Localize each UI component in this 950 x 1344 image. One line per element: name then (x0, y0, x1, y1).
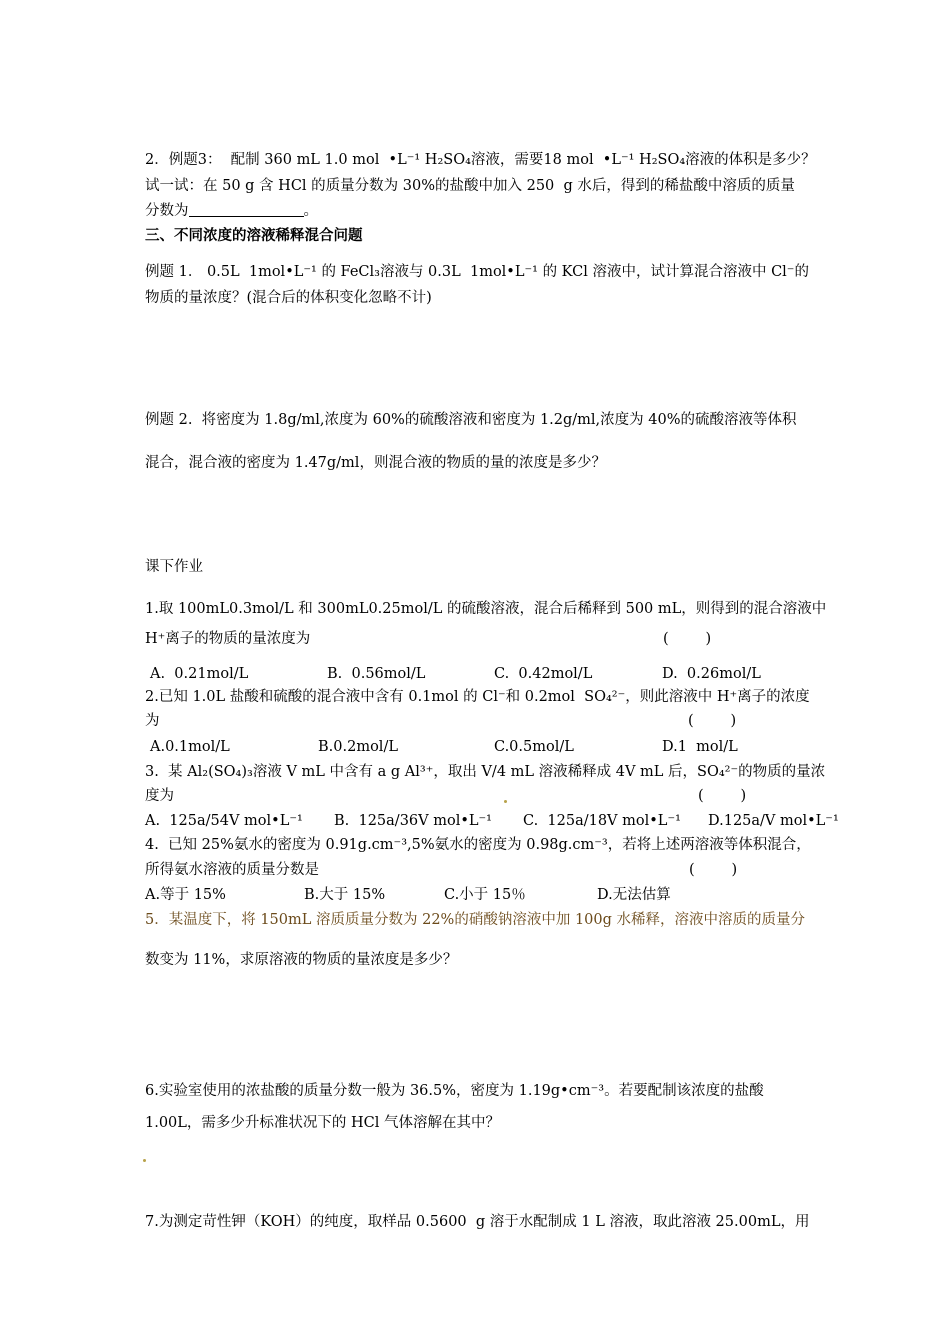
q5-line-1: 5．某温度下，将 150mL 溶质质量分数为 22%的硝酸钠溶液中加 100g 水稀释，溶液中溶质的质量分 (145, 912, 806, 928)
q2-option-c: C.0.5mol/L (494, 739, 574, 755)
sec3-example-2-line-1: 例题 2. 将密度为 1.8g/ml,浓度为 60%的硫酸溶液和密度为 1.2g/ml,浓度为 40%的硫酸溶液等体积 (145, 412, 797, 428)
sec3-example-1-line-2: 物质的量浓度？(混合后的体积变化忽略不计) (145, 290, 432, 306)
q1-option-b: B. 0.56mol/L (327, 666, 426, 682)
sec3-example-1-line-1: 例题 1． 0.5L 1mol•L⁻¹ 的 FeCl₃溶液与 0.3L 1mol•L⁻¹ 的 KCl 溶液中，试计算混合溶液中 Cl⁻的 (145, 264, 809, 280)
q3-line-1: 3. 某 Al₂(SO₄)₃溶液 V mL 中含有 a g Al³⁺，取出 V/4 mL 溶液稀释成 4V mL 后，SO₄²⁻的物质的量浓 (145, 764, 826, 780)
q4-line-1: 4. 已知 25%氨水的密度为 0.91g.cm⁻³,5%氨水的密度为 0.98g.cm⁻³，若将上述两溶液等体积混合， (145, 837, 811, 853)
q2-option-a: A.0.1mol/L (150, 739, 230, 755)
q2-answer-paren: ( ) (688, 713, 737, 729)
section-3-heading: 三、不同浓度的溶液稀释混合问题 (145, 228, 363, 244)
q3-option-d: D.125a/V mol•L⁻¹ (708, 813, 839, 829)
q3-option-a: A. 125a/54V mol•L⁻¹ (145, 813, 303, 829)
q4-option-c: C.小于 15％ (444, 887, 526, 903)
q1-line-1: 1.取 100mL0.3mol/L 和 300mL0.25mol/L 的硫酸溶液，混合后稀释到 500 mL，则得到的混合溶液中 (145, 601, 827, 617)
sec3-example-2-line-2: 混合，混合液的密度为 1.47g/ml，则混合液的物质的量的浓度是多少？ (145, 455, 606, 471)
q2-option-b: B.0.2mol/L (318, 739, 398, 755)
q6-line-1: 6.实验室使用的浓盐酸的质量分数一般为 36.5%，密度为 1.19g•cm⁻³。若要配制该浓度的盐酸 (145, 1083, 764, 1099)
homework-title: 课下作业 (145, 559, 203, 575)
q1-answer-paren: ( ) (663, 631, 712, 647)
q4-option-a: A.等于 15% (145, 887, 226, 903)
example-3-line: 2．例题3： 配制 360 mL 1.0 mol •L⁻¹ H₂SO₄溶液，需要18 mol •L⁻¹ H₂SO₄溶液的体积是多少？ (145, 152, 816, 168)
q1-line-2: H⁺离子的物质的量浓度为 (145, 631, 311, 647)
try-it-suffix: 。 (303, 203, 318, 219)
q3-option-b: B. 125a/36V mol•L⁻¹ (334, 813, 492, 829)
q7-line-1: 7.为测定苛性钾（KOH）的纯度，取样品 0.5600 g 溶于水配制成 1 L 溶液，取此溶液 25.00mL，用 (145, 1214, 810, 1230)
q4-option-d: D.无法估算 (597, 887, 671, 903)
q2-line-1: 2.已知 1.0L 盐酸和硫酸的混合液中含有 0.1mol 的 Cl⁻和 0.2mol SO₄²⁻，则此溶液中 H⁺离子的浓度 (145, 689, 810, 705)
q5-line-2: 数变为 11%，求原溶液的物质的量浓度是多少？ (145, 952, 458, 968)
q3-line-2: 度为 (145, 788, 174, 804)
q4-line-2: 所得氨水溶液的质量分数是 (145, 862, 319, 878)
q4-option-b: B.大于 15% (304, 887, 386, 903)
q3-option-c: C. 125a/18V mol•L⁻¹ (523, 813, 681, 829)
q2-line-2: 为 (145, 713, 160, 729)
q1-option-c: C. 0.42mol/L (494, 666, 593, 682)
q2-option-d: D.1 mol/L (662, 739, 738, 755)
try-it-prefix: 分数为 (145, 203, 189, 219)
q6-line-2: 1.00L，需多少升标准状况下的 HCl 气体溶解在其中？ (145, 1115, 501, 1131)
q3-answer-paren: ( ) (698, 788, 747, 804)
stray-mark (143, 1159, 146, 1162)
answer-blank (189, 202, 304, 217)
q1-option-d: D. 0.26mol/L (662, 666, 761, 682)
try-it-line-1: 试一试：在 50 g 含 HCl 的质量分数为 30%的盐酸中加入 250 g 水后，得到的稀盐酸中溶质的质量 (145, 178, 795, 194)
stray-mark (504, 800, 507, 803)
q4-answer-paren: ( ) (689, 862, 738, 878)
try-it-line-2 (145, 201, 318, 221)
q1-option-a: A. 0.21mol/L (150, 666, 249, 682)
